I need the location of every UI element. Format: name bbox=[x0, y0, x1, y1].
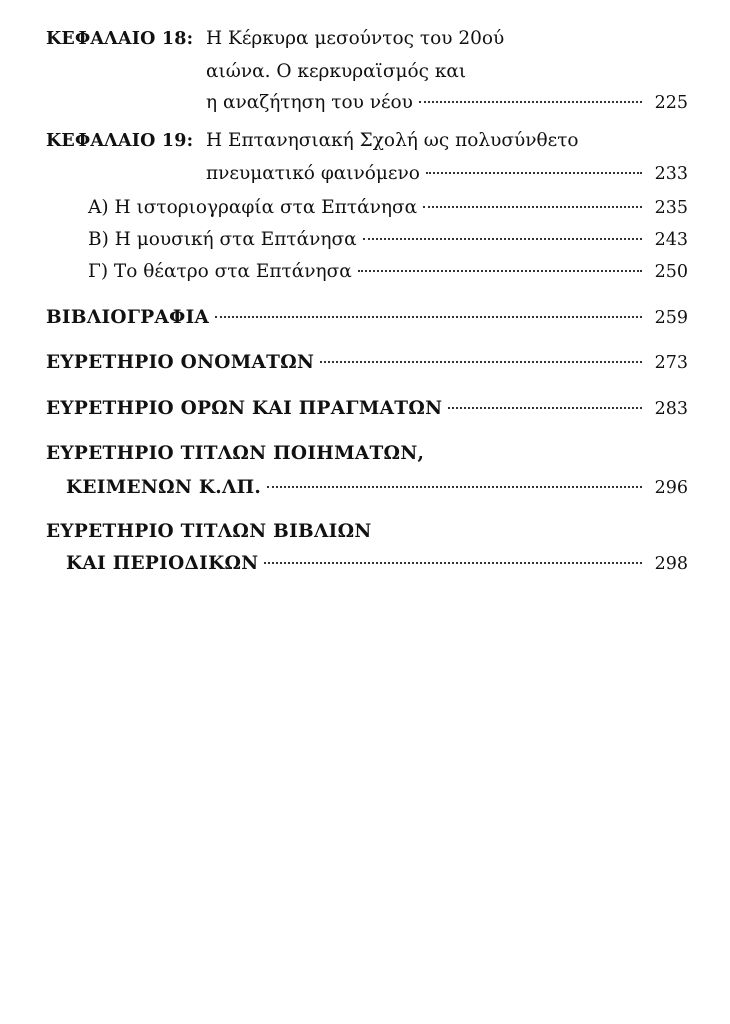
section-title: Γ) Το θέατρο στα Επτάνησα bbox=[88, 261, 352, 282]
bibliography-title: ΒΙΒΛΙΟΓΡΑΦΙΑ bbox=[46, 307, 210, 328]
index-names-entry bbox=[46, 351, 688, 375]
dot-leader bbox=[320, 361, 642, 363]
section-entry-c bbox=[88, 260, 688, 284]
index-books-entry bbox=[66, 552, 688, 576]
section-entry-b bbox=[88, 228, 688, 252]
section-page: 235 bbox=[654, 198, 688, 218]
dot-leader bbox=[267, 486, 642, 488]
chapter-19-title-line2: πνευματικό φαινόμενο bbox=[206, 163, 420, 184]
dot-leader bbox=[448, 407, 642, 409]
index-poems-page: 296 bbox=[654, 478, 688, 498]
bibliography-page: 259 bbox=[654, 308, 688, 328]
chapter-18-title-line2: αιώνα. Ο κερκυραϊσμός και bbox=[206, 61, 467, 82]
dot-leader bbox=[358, 270, 642, 272]
index-books-title-line2: ΚΑΙ ΠΕΡΙΟΔΙΚΩΝ bbox=[66, 553, 259, 574]
chapter-19-label: ΚΕΦΑΛΑΙΟ 19: bbox=[46, 131, 194, 151]
section-entry-a bbox=[88, 196, 688, 220]
chapter-18-entry bbox=[206, 91, 688, 115]
chapter-19-entry bbox=[206, 162, 688, 186]
chapter-18-title-line1: Η Κέρκυρα μεσούντος του 20ού bbox=[206, 28, 505, 49]
dot-leader bbox=[423, 206, 642, 208]
chapter-18-page: 225 bbox=[654, 93, 688, 113]
chapter-19-page: 233 bbox=[654, 164, 688, 184]
index-poems-title-line1: ΕΥΡΕΤΗΡΙΟ ΤΙΤΛΩΝ ΠΟΙΗΜΑΤΩΝ, bbox=[46, 443, 425, 464]
index-books-title-line1: ΕΥΡΕΤΗΡΙΟ ΤΙΤΛΩΝ ΒΙΒΛΙΩΝ bbox=[46, 521, 372, 542]
index-names-title: ΕΥΡΕΤΗΡΙΟ ΟΝΟΜΑΤΩΝ bbox=[46, 352, 315, 373]
chapter-18-label: ΚΕΦΑΛΑΙΟ 18: bbox=[46, 29, 194, 49]
index-books-page: 298 bbox=[654, 554, 688, 574]
chapter-18-title-line3: η αναζήτηση του νέου bbox=[206, 92, 413, 113]
section-title: Β) Η μουσική στα Επτάνησα bbox=[88, 229, 357, 250]
chapter-19-title-line1: Η Επτανησιακή Σχολή ως πολυσύνθετο bbox=[206, 130, 579, 151]
bibliography-entry bbox=[46, 306, 688, 330]
dot-leader bbox=[264, 562, 642, 564]
index-terms-title: ΕΥΡΕΤΗΡΙΟ ΟΡΩΝ ΚΑΙ ΠΡΑΓΜΑΤΩΝ bbox=[46, 398, 443, 419]
section-page: 250 bbox=[654, 262, 688, 282]
section-title: Α) Η ιστοριογραφία στα Επτάνησα bbox=[88, 197, 418, 218]
index-terms-page: 283 bbox=[654, 399, 688, 419]
index-terms-entry bbox=[46, 397, 688, 421]
index-poems-entry bbox=[66, 476, 688, 500]
dot-leader bbox=[419, 101, 642, 103]
dot-leader bbox=[363, 238, 642, 240]
dot-leader bbox=[426, 172, 642, 174]
section-page: 243 bbox=[654, 230, 688, 250]
index-names-page: 273 bbox=[654, 353, 688, 373]
dot-leader bbox=[215, 316, 642, 318]
index-poems-title-line2: ΚΕΙΜΕΝΩΝ Κ.ΛΠ. bbox=[66, 477, 262, 498]
